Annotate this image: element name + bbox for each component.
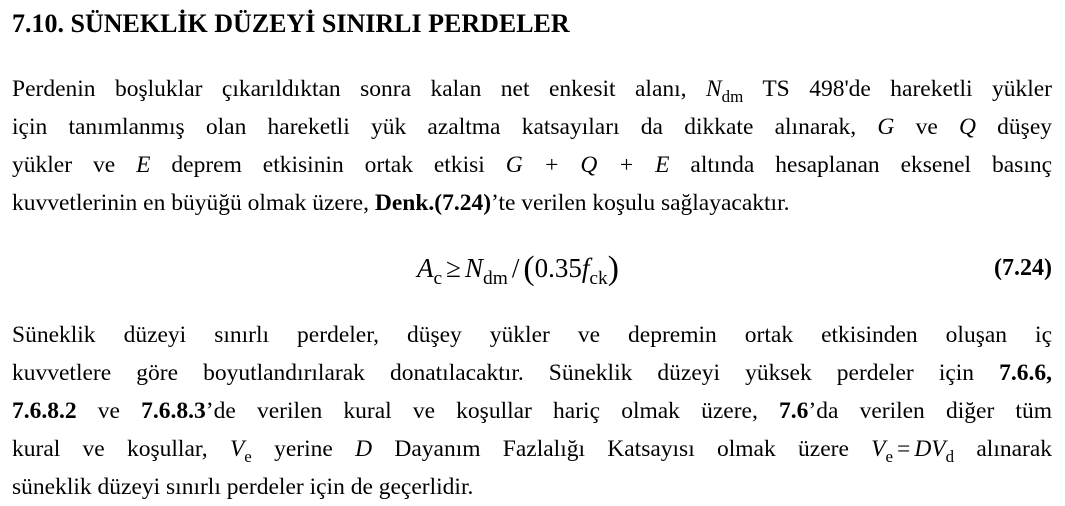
text-run: Dayanım Fazlalığı Katsayısı olmak üzere [394,436,849,462]
text-run: kuvvetlere göre boyutlandırılarak donatılacaktır. Süneklik düzeyi yüksek perdeler için [12,360,975,386]
paragraph-line [12,184,1052,222]
symbol-n-dm: $N_{dm}$ [464,253,508,289]
section-reference: 7.6 [779,398,809,424]
text-run: kural ve koşullar, [12,436,208,462]
relation-symbol: ≥ [446,253,461,283]
text-run: düşey [997,114,1052,140]
coefficient: 0.35 [534,253,582,283]
paragraph-line [12,146,1052,184]
section-heading: 7.10. SÜNEKLİK DÜZEYİ SINIRLI PERDELER [12,9,570,38]
text-run: ve [97,398,120,424]
text-run: kuvvetlerinin en büyüğü olmak üzere, [12,190,369,216]
text-run: yükler ve [12,152,116,178]
text-run: ’te verilen koşulu sağlayacaktır. [491,190,790,216]
text-run: altında hesaplanan eksenel basınç [690,152,1052,178]
symbol-v-e: $V_e$ [229,436,252,466]
paragraph-line [12,108,1052,146]
symbol-n-dm: $N_{dm}$ [705,76,744,106]
equation-reference: Denk.(7.24) [374,190,492,216]
equation-body [417,246,619,301]
symbol-d: D [355,436,373,462]
paragraph-line [12,70,1052,108]
section-reference: 7.6.6, [999,360,1052,386]
paragraph-limited-ductility [12,316,1052,506]
text-run: TS 498'de hareketli yükler [762,76,1052,102]
symbol-e: E [136,152,151,178]
paragraph-line [12,430,1052,468]
text-run: Perdenin boşluklar çıkarıldıktan sonra kalan net enkesit alanı, [12,76,687,102]
text-run: için tanımlanmış olan hareketli yük azaltma katsayıları da dikkate alınarak, [12,114,857,140]
text-run: ’de verilen kural ve koşullar hariç olmak üzere, [205,398,758,424]
symbol-f-ck: $f_{ck}$ [581,253,608,289]
paragraph-line: Süneklik düzeyi sınırlı perdeler, düşey yükler ve depremin ortak etkisinden oluşan iç [12,322,1052,348]
divide-symbol: / [511,253,520,283]
text-run: yerine [274,436,333,462]
symbol-g: G [877,114,895,140]
paragraph-net-area [12,70,1052,222]
paragraph-line [12,392,1052,430]
text-run: deprem etkisinin ortak etkisi [171,152,485,178]
close-paren: ) [607,250,619,288]
text-run: alınarak [976,436,1052,462]
symbol-q: Q [958,114,976,140]
text-run: ’da verilen diğer tüm [808,398,1052,424]
inline-equation: $V_e = DV_d$ [871,436,955,466]
paragraph-line [12,354,1052,392]
equation-number: (7.24) [994,255,1052,281]
load-combination: G + Q + E [505,152,670,178]
section-reference: 7.6.8.2 [12,398,77,424]
equation-7-24 [12,246,1052,290]
paragraph-line: süneklik düzeyi sınırlı perdeler için de geçerlidir. [12,474,474,500]
text-run: ve [915,114,938,140]
open-paren: ( [523,250,535,288]
symbol-a-c: $A_c$ [417,253,443,289]
section-reference: 7.6.8.3 [141,398,206,424]
